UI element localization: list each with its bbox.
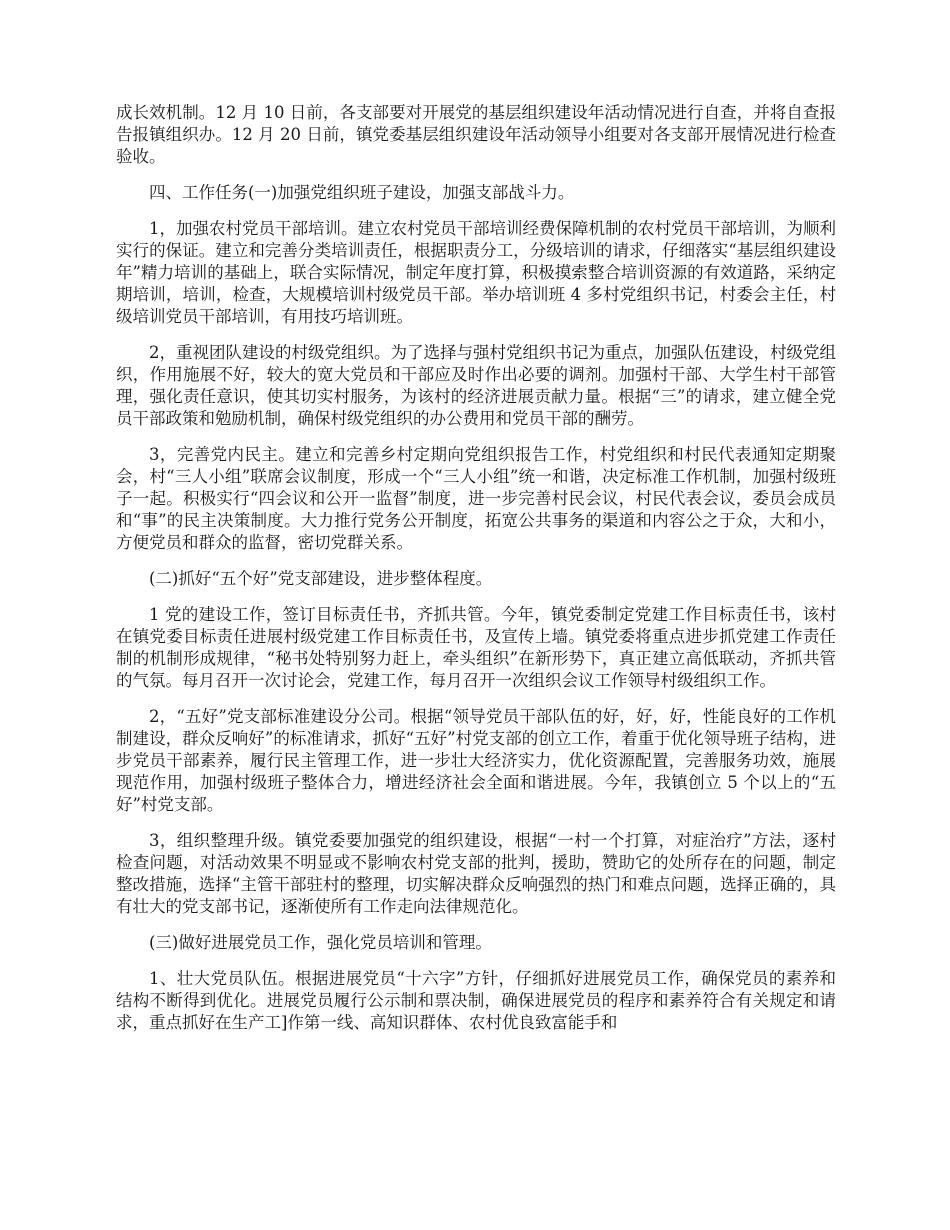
paragraph-five-good-standard: 2，“五好”党支部标准建设分公司。根据“领导党员干部队伍的好，好，好，性能良好的工作机制建设，群众反响好”的标准请求，抓好“五好”村党支部的创立工作，着重于优化领导班子结构，进步党员干部素养，履行民主管理工作，进一步壮大经济实力，优化资源配置，完善服务功效，施展现范作用，加强村级班子整体合力，增进经济社会全面和谐进展。今年，我镇创立 5 个以上的“五好”村党支部。: [116, 707, 836, 814]
paragraph-team-building: 2，重视团队建设的村级党组织。为了选择与强村党组织书记为重点，加强队伍建设，村级党组织，作用施展不好，较大的宽大党员和干部应及时作出必要的调剂。加强村干部、大学生村干部管理，强化责任意识，使其切实村服务，为该村的经济进展贡献力量。根据“三”的请求，建立健全党员干部政策和勉励机制，确保村级党组织的办公费用和党员干部的酬劳。: [116, 343, 836, 428]
paragraph-cadre-training: 1，加强农村党员干部培训。建立农村党员干部培训经费保障机制的农村党员干部培训，为顺利实行的保证。建立和完善分类培训责任，根据职责分工，分级培训的请求，仔细落实“基层组织建设年”精力培训的基础上，联合实际情况，制定年度打算，积极摸索整合培训资源的有效道路，采纳定期培训，培训，检查，大规模培训村级党员干部。举办培训班 4 多村党组织书记，村委会主任，村级培训党员干部培训，有用技巧培训班。: [116, 219, 836, 326]
section-heading-work-tasks: 四、工作任务(一)加强党组织班子建设，加强支部战斗力。: [149, 183, 575, 202]
paragraph-rectification: 3，组织整理升级。镇党委要加强党的组织建设，根据“一村一个打算，对症治疗”方法，逐村检查问题，对活动效果不明显或不影响农村党支部的批判，援助，赞助它的处所存在的问题，制定整改措施，选择“主管干部驻村的整理，切实解决群众反响强烈的热门和难点问题，选择正确的，具有壮大的党支部书记，逐渐使所有工作走向法律规范化。: [116, 831, 836, 916]
section-heading-five-good: (二)抓好“五个好”党支部建设，进步整体程度。: [149, 569, 493, 588]
document-body: [116, 102, 836, 1034]
paragraph-inner-party-democracy: 3，完善党内民主。建立和完善乡村定期向党组织报告工作，村党组织和村民代表通知定期聚会，村“三人小组”联席会议制度，形成一个“三人小组”统一和谐，决定标准工作机制，加强村级班子一起。积极实行“四会议和公开一监督”制度，进一步完善村民会议，村民代表会议，委员会成员和“事”的民主决策制度。大力推行党务公开制度，拓宽公共事务的渠道和内容公之于众，大和小，方便党员和群众的监督，密切党群关系。: [116, 445, 836, 552]
paragraph-intro: 成长效机制。12 月 10 日前，各支部要对开展党的基层组织建设年活动情况进行自查，并将自查报告报镇组织办。12 月 20 日前，镇党委基层组织建设年活动领导小组要对各支部开展情况进行检查验收。: [116, 103, 836, 166]
paragraph-responsibility: 1 党的建设工作，签订目标责任书，齐抓共管。今年，镇党委制定党建工作目标责任书，该村在镇党委目标责任进展村级党建工作目标责任书，及宣传上墙。镇党委将重点进步抓党建工作责任制的机制形成规律，“秘书处特别努力赶上，牵头组织”在新形势下，真正建立高低联动，齐抓共管的气氛。每月召开一次讨论会，党建工作，每月召开一次组织会议工作领导村级组织工作。: [116, 605, 836, 690]
section-heading-member-development: (三)做好进展党员工作，强化党员培训和管理。: [149, 933, 492, 952]
paragraph-expand-membership: 1、壮大党员队伍。根据进展党员“十六字”方针，仔细抓好进展党员工作，确保党员的素养和结构不断得到优化。进展党员履行公示制和票决制，确保进展党员的程序和素养符合有关规定和请求，重点抓好在生产工]作第一线、高知识群体、农村优良致富能手和: [116, 969, 836, 1032]
